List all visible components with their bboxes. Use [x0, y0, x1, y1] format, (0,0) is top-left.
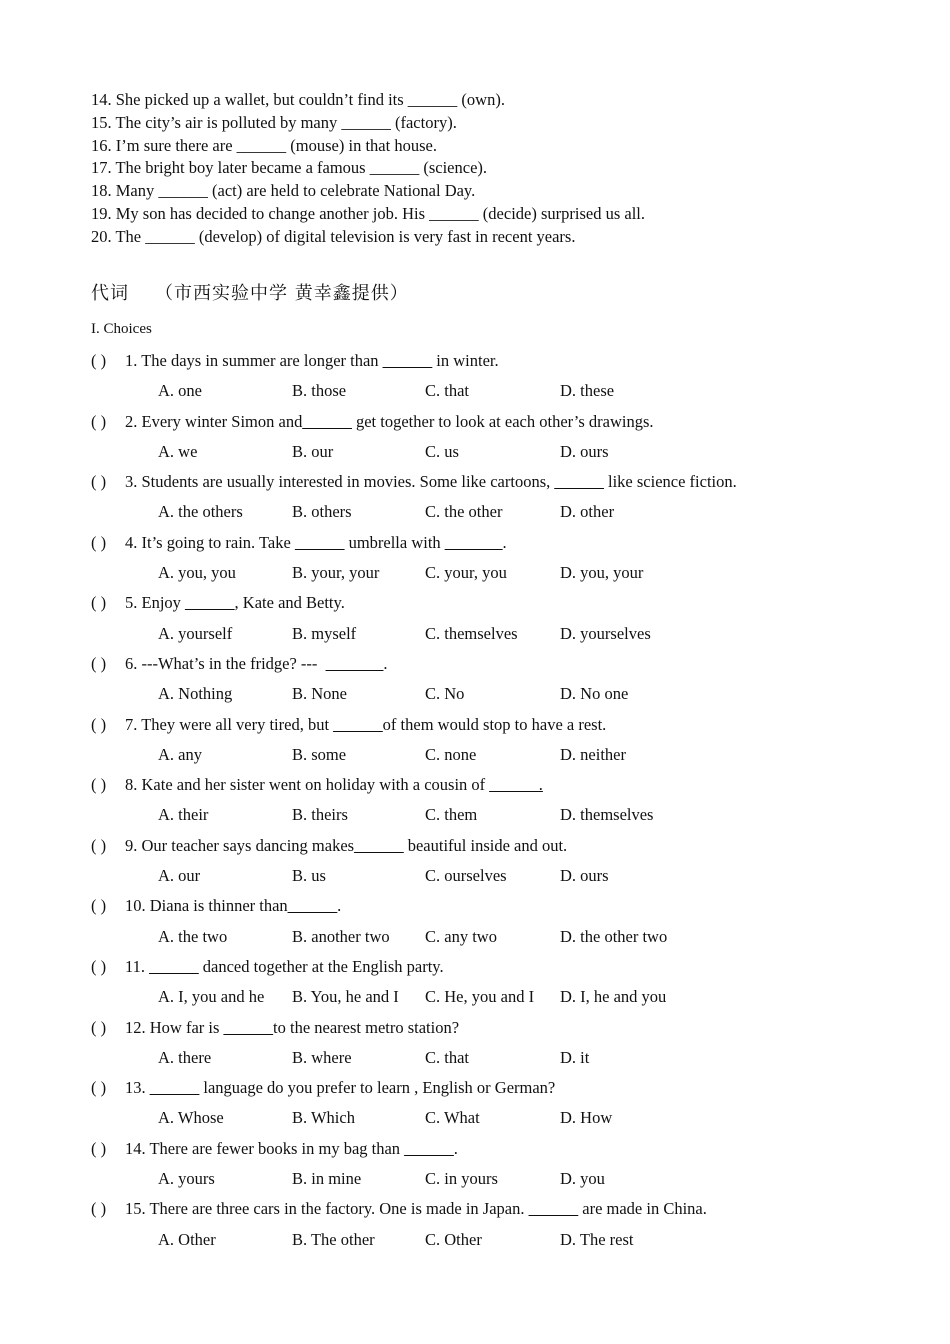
option-c: C. No [425, 684, 465, 704]
option-row [91, 1225, 931, 1255]
answer-parentheses: ( ) [91, 956, 107, 976]
answer-parentheses: ( ) [91, 653, 107, 673]
section-title: 代词 [91, 283, 129, 304]
question-text: 5. Enjoy [125, 593, 186, 613]
question-item [91, 770, 931, 831]
answer-parentheses: ( ) [91, 1017, 107, 1037]
section-subtitle: I. Choices [91, 321, 152, 337]
question-item [91, 407, 931, 468]
question-text: 2. Every winter Simon and [125, 411, 303, 431]
question-stem [91, 1073, 931, 1103]
option-c: C. ourselves [425, 866, 507, 886]
question-stem [91, 407, 931, 437]
question-text: 1. The days in summer are longer than [125, 351, 383, 370]
answer-parentheses: ( ) [91, 411, 107, 431]
option-a: A. our [158, 866, 201, 886]
option-c: C. your, you [425, 563, 507, 583]
question-text: . [453, 1138, 458, 1158]
option-c: C. in yours [425, 1169, 498, 1189]
option-row [91, 679, 931, 709]
option-a: A. the others [158, 502, 243, 522]
answer-blank: ______ [382, 351, 433, 370]
option-a: A. Other [158, 1229, 216, 1249]
answer-parentheses: ( ) [91, 1199, 107, 1219]
option-a: A. any [158, 744, 202, 764]
answer-blank: _______ [444, 532, 503, 552]
answer-blank: ______ [528, 1199, 579, 1219]
option-c: C. none [425, 744, 477, 764]
question-text: 8. Kate and her sister went on holiday with a cousin of [125, 775, 490, 795]
option-d: D. the other two [560, 926, 668, 946]
option-row [91, 558, 931, 588]
question-text: 10. Diana is thinner than [125, 896, 288, 916]
fill-in-item: 14. She picked up a wallet, but couldn’t find its ______ (own). [91, 90, 505, 109]
answer-parentheses: ( ) [91, 351, 107, 370]
option-c: C. He, you and I [425, 987, 535, 1007]
fill-in-item: 20. The ______ (develop) of digital television is very fast in recent years. [91, 226, 576, 246]
option-c: C. them [425, 805, 478, 825]
question-list [91, 346, 931, 1255]
question-text: in winter. [432, 351, 499, 370]
question-text: umbrella with [344, 532, 445, 552]
question-stem [91, 588, 931, 618]
option-d: D. How [560, 1108, 613, 1128]
option-d: D. ours [560, 441, 609, 461]
option-b: B. our [292, 441, 334, 461]
option-a: A. you, you [158, 563, 236, 583]
option-row [91, 619, 931, 649]
question-item [91, 1194, 931, 1255]
option-b: B. another two [292, 926, 390, 946]
question-text: 13. [125, 1078, 150, 1098]
option-a: A. there [158, 1047, 212, 1067]
option-row [91, 1043, 931, 1073]
option-d: D. I, he and you [560, 987, 667, 1007]
question-stem [91, 770, 931, 800]
option-a: A. Nothing [158, 684, 233, 704]
option-d: D. neither [560, 744, 626, 764]
question-text: 7. They were all very tired, but [125, 714, 334, 734]
question-text: 14. There are fewer books in my bag than [125, 1138, 405, 1158]
option-b: B. Which [292, 1108, 355, 1128]
option-d: D. other [560, 502, 615, 522]
question-text: are made in China. [578, 1199, 707, 1219]
option-c: C. themselves [425, 623, 518, 643]
option-b: B. your, your [292, 563, 380, 583]
question-item [91, 1013, 931, 1074]
answer-blank: ______ [287, 896, 338, 916]
question-item [91, 710, 931, 771]
question-stem [91, 346, 931, 376]
answer-blank: ______ [223, 1017, 274, 1037]
question-item [91, 467, 931, 528]
answer-parentheses: ( ) [91, 714, 107, 734]
question-stem [91, 1013, 931, 1043]
question-stem [91, 831, 931, 861]
section-credit: （市西实验中学 黄幸鑫提供） [155, 283, 409, 304]
option-a: A. the two [158, 926, 228, 946]
option-row [91, 437, 931, 467]
question-item [91, 346, 931, 407]
question-text: 3. Students are usually interested in movies. Some like cartoons, [125, 472, 555, 492]
question-text: 4. It’s going to rain. Take [125, 532, 295, 552]
option-c: C. that [425, 1047, 469, 1067]
question-stem [91, 710, 931, 740]
option-d: D. The rest [560, 1229, 634, 1249]
option-d: D. it [560, 1047, 590, 1067]
option-c: C. any two [425, 926, 497, 946]
option-b: B. those [292, 381, 347, 401]
option-row [91, 376, 931, 406]
question-item [91, 831, 931, 892]
question-text: , Kate and Betty. [234, 593, 345, 613]
answer-parentheses: ( ) [91, 775, 107, 795]
option-row [91, 1164, 931, 1194]
option-a: A. I, you and he [158, 987, 265, 1007]
option-a: A. their [158, 805, 209, 825]
fill-in-item: 15. The city’s air is polluted by many ______ (factory). [91, 112, 457, 132]
option-b: B. others [292, 502, 352, 522]
question-text: to the nearest metro station? [273, 1017, 460, 1037]
fill-in-item: 17. The bright boy later became a famous ______ (science). [91, 158, 488, 178]
option-b: B. myself [292, 623, 357, 643]
option-row [91, 740, 931, 770]
option-row [91, 861, 931, 891]
answer-blank: ______ [149, 956, 199, 976]
question-item [91, 649, 931, 710]
answer-blank: ______ [294, 532, 345, 552]
option-a: A. Whose [158, 1108, 224, 1128]
fill-in-item: 19. My son has decided to change another job. His ______ (decide) surprised us all. [91, 203, 645, 223]
answer-blank: ______ [149, 1078, 200, 1098]
question-text: like science fiction. [603, 472, 737, 492]
option-row [91, 497, 931, 527]
option-b: B. us [292, 866, 326, 886]
option-d: D. you, your [560, 563, 644, 583]
option-b: B. theirs [292, 805, 348, 825]
option-a: A. yourself [158, 623, 233, 643]
option-d: D. you [560, 1169, 605, 1189]
option-b: B. You, he and I [292, 987, 399, 1007]
option-b: B. The other [292, 1229, 375, 1249]
option-a: A. yours [158, 1169, 215, 1189]
question-text: . [337, 896, 342, 916]
option-d: D. themselves [560, 805, 654, 825]
question-text: language do you prefer to learn , English or German? [199, 1078, 556, 1098]
question-stem [91, 952, 931, 982]
option-b: B. None [292, 684, 347, 704]
answer-blank: _______ [325, 653, 384, 673]
answer-blank: ______ [333, 714, 383, 734]
option-row [91, 922, 931, 952]
answer-parentheses: ( ) [91, 835, 107, 855]
answer-parentheses: ( ) [91, 532, 107, 552]
option-c: C. the other [425, 502, 503, 522]
question-item [91, 891, 931, 952]
question-stem [91, 528, 931, 558]
question-text: . [502, 532, 507, 552]
question-stem [91, 467, 931, 497]
answer-parentheses: ( ) [91, 1138, 107, 1158]
option-c: C. us [425, 441, 459, 461]
option-row [91, 800, 931, 830]
option-a: A. one [158, 381, 202, 401]
option-b: B. some [292, 744, 347, 764]
section-heading [91, 279, 409, 305]
question-stem [91, 1134, 931, 1164]
answer-blank: ______ [354, 835, 404, 855]
question-item [91, 1134, 931, 1195]
answer-parentheses: ( ) [91, 1078, 107, 1098]
option-c: C. that [425, 381, 469, 401]
question-stem [91, 1194, 931, 1224]
answer-parentheses: ( ) [91, 593, 107, 613]
answer-blank: ______ [404, 1138, 454, 1158]
answer-parentheses: ( ) [91, 896, 107, 916]
answer-blank: ______ [554, 472, 604, 492]
question-text: . [383, 653, 388, 673]
question-text: get together to look at each other’s drawings. [351, 411, 654, 431]
question-text: 11. [125, 956, 150, 976]
option-b: B. in mine [292, 1169, 362, 1189]
option-d: D. these [560, 381, 615, 401]
option-d: D. No one [560, 684, 629, 704]
option-row [91, 1103, 931, 1133]
option-d: D. yourselves [560, 623, 651, 643]
question-stem [91, 891, 931, 921]
question-item [91, 528, 931, 589]
fill-in-item: 18. Many ______ (act) are held to celebrate National Day. [91, 181, 476, 201]
question-text: 9. Our teacher says dancing makes [125, 835, 355, 855]
question-item [91, 952, 931, 1013]
question-text: beautiful inside and out. [403, 835, 568, 855]
question-text: of them would stop to have a rest. [382, 714, 607, 734]
answer-blank: ______ [302, 411, 352, 431]
fill-in-item: 16. I’m sure there are ______ (mouse) in that house. [91, 135, 437, 155]
question-text: 6. ---What’s in the fridge? --- [125, 653, 326, 673]
option-c: C. Other [425, 1229, 482, 1249]
question-text: danced together at the English party. [198, 956, 444, 976]
answer-parentheses: ( ) [91, 472, 107, 492]
answer-blank: ______. [489, 775, 543, 795]
option-d: D. ours [560, 866, 609, 886]
option-a: A. we [158, 441, 198, 461]
question-text: 15. There are three cars in the factory. One is made in Japan. [125, 1199, 529, 1219]
option-c: C. What [425, 1108, 480, 1128]
question-item [91, 588, 931, 649]
question-text: 12. How far is [125, 1017, 224, 1037]
question-item [91, 1073, 931, 1134]
option-row [91, 982, 931, 1012]
fill-in-list [91, 89, 645, 249]
question-stem [91, 649, 931, 679]
answer-blank: ______ [185, 593, 235, 613]
option-b: B. where [292, 1047, 352, 1067]
